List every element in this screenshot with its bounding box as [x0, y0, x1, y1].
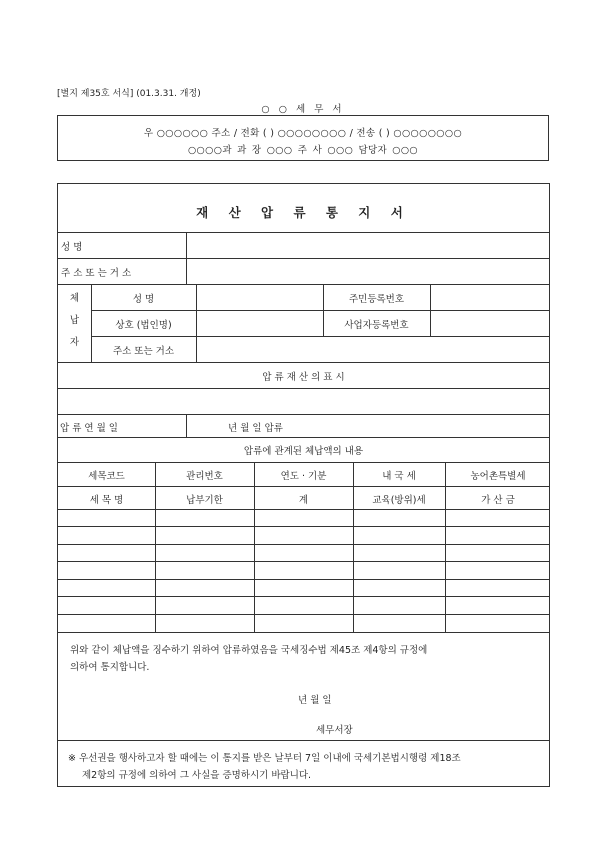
col-due-date: 납부기한 [186, 495, 223, 506]
notice-line-1: 위와 같이 체납액을 징수하기 위하여 압류하였음을 국세징수법 제45조 제4항의 규정에 [70, 645, 428, 656]
col-rural-tax: 농어촌특별세 [470, 471, 526, 482]
col-total: 계 [298, 495, 309, 506]
notice-line-2: 의하여 통지합니다. [70, 662, 150, 673]
col-penalty: 가 산 금 [481, 495, 515, 506]
tp-name-label: 성 명 [132, 294, 155, 305]
footnote-line-1: ※ 우선권을 행사하고자 할 때에는 이 통지를 받은 날부터 7일 이내에 국세기본법시행령 제18조 [68, 753, 461, 764]
col-education-tax: 교육(방위)세 [372, 495, 426, 506]
address-line-staff: ○○○○과 과 장 ○○○ 주 사 ○○○ 담당자 ○○○ [187, 145, 419, 156]
tax-office-name: ○ ○ 세 무 서 [261, 104, 345, 115]
name-label: 성 명 [61, 242, 83, 253]
col-mgmt-no: 관리번호 [186, 471, 223, 482]
address-line-contact: 우 ○○○○○○ 주소 / 전화 ( ) ○○○○○○○○ / 전송 ( ) ○○○○○○○○ [143, 128, 463, 139]
tp-company-label: 상호 (법인명) [115, 320, 172, 331]
form-title: 재 산 압 류 통 지 서 [196, 205, 411, 220]
tp-brn-label: 사업자등록번호 [344, 320, 409, 331]
col-tax-name: 세 목 명 [89, 495, 124, 506]
property-header: 압 류 재 산 의 표 시 [262, 372, 345, 383]
col-tax-code: 세목코드 [88, 471, 125, 482]
signer: 세무서장 [316, 725, 353, 736]
col-national-tax: 내 국 세 [382, 471, 416, 482]
address-label: 주 소 또 는 거 소 [61, 268, 132, 279]
issue-date: 년 월 일 [298, 695, 332, 706]
seizure-notice-form [57, 183, 550, 787]
form-reference: [별지 제35호 서식] (01.3.31. 개정) [57, 89, 201, 99]
seizure-date-label: 압 류 연 월 일 [60, 423, 118, 434]
tp-rrn-label: 주민등록번호 [348, 294, 405, 305]
tp-address-label: 주소 또는 거소 [112, 346, 175, 357]
taxpayer-label: 체 납 자 [69, 293, 80, 348]
arrears-header: 압류에 관계된 체납액의 내용 [243, 446, 364, 457]
address-box [57, 115, 549, 161]
seizure-date-value: 년 월 일 압류 [228, 423, 283, 434]
footnote-line-2: 제2항의 규정에 의하여 그 사실을 증명하시기 바랍니다. [82, 770, 312, 781]
col-year-period: 연도 · 기분 [280, 471, 327, 482]
